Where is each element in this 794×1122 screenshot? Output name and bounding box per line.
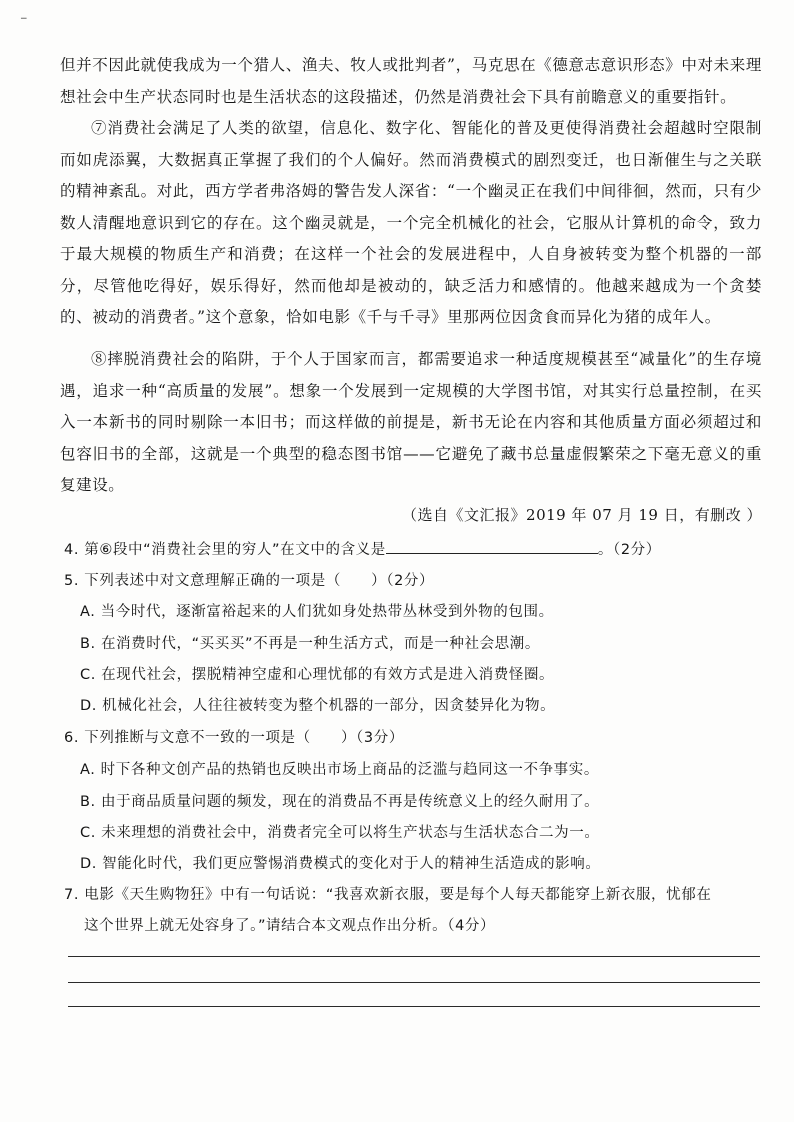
question-5-option-d: D. 机械化社会，人往往被转变为整个机器的一部分，因贪婪异化为物。 — [80, 698, 556, 714]
corner-mark: − — [20, 14, 28, 24]
question-4-stem: 4. 第⑥段中“消费社会里的穷人”在文中的含义是 — [64, 542, 386, 558]
answer-line[interactable] — [68, 956, 760, 957]
question-6-option-b: B. 由于商品质量问题的频发，现在的消费品不再是传统意义上的经久耐用了。 — [80, 794, 600, 810]
passage-paragraph-8: ⑧摔脱消费社会的陷阱，于个人于国家而言，都需要追求一种适度规模甚至“减量化”的生存境遇，追求一种“高质量的发展”。想象一个发展到一定规模的大学图书馆，对其实行总量控制，在买入一本新书的同时剔除一本旧书；而这样做的前提是，新书无论在内容和其他质量方面必须超过和包容旧书的全部，这就是一个典型的稳态图书馆——它避免了藏书总量虚假繁荣之下毫无意义的重复建设。 — [60, 350, 762, 494]
question-6-stem: 6. 下列推断与文意不一致的一项是（ ）（3分） — [64, 730, 404, 746]
question-4 — [64, 538, 661, 559]
answer-line[interactable] — [68, 982, 760, 983]
question-6-option-c: C. 未来理想的消费社会中，消费者完全可以将生产状态与生活状态合二为一。 — [80, 825, 600, 841]
question-5-option-c: C. 在现代社会，摆脱精神空虚和心理忧郁的有效方式是进入消费怪圈。 — [80, 667, 555, 683]
source-citation: （选自《文汇报》2019 年 07 月 19 日，有删改 ） — [402, 506, 762, 524]
question-6-option-d: D. 智能化时代，我们更应警惕消费模式的变化对于人的精神生活造成的影响。 — [80, 856, 601, 872]
question-5-option-a: A. 当今时代，逐渐富裕起来的人们犹如身处热带丛林受到外物的包围。 — [80, 604, 554, 620]
question-5-stem: 5. 下列表述中对文意理解正确的一项是（ ）（2分） — [64, 573, 435, 589]
passage-paragraph-7: ⑦消费社会满足了人类的欲望，信息化、数字化、智能化的普及更使得消费社会超越时空限制而如虎添翼，大数据真正掌握了我们的个人偏好。然而消费模式的剧烈变迁，也日渐催生与之关联的精神紊乱。对此，西方学者弗洛姆的警告发人深省：“一个幽灵正在我们中间徘徊，然而，只有少数人清醒地意识到它的存在。这个幽灵就是，一个完全机械化的社会，它服从计算机的命令，致力于最大规模的物质生产和消费；在这样一个社会的发展进程中，人自身被转变为整个机器的一部分，尽管他吃得好，娱乐得好，然而他却是被动的，缺乏活力和感情的。他越来越成为一个贪婪的、被动的消费者。”这个意象，恰如电影《千与千寻》里那两位因贪食而异化为猪的成年人。 — [60, 119, 762, 326]
question-5-option-b: B. 在消费时代，“买买买”不再是一种生活方式，而是一种社会思潮。 — [80, 636, 540, 652]
question-4-answer-blank[interactable] — [386, 539, 598, 554]
passage-paragraph-continued: 但并不因此就使我成为一个猎人、渔夫、牧人或批判者”，马克思在《德意志意识形态》中对未来理想社会中生产状态同时也是生活状态的这段描述，仍然是消费社会下具有前瞻意义的重要指针。 — [60, 56, 762, 106]
question-4-score: 。（2分） — [597, 542, 661, 558]
answer-line[interactable] — [68, 1006, 760, 1007]
question-7-line-2: 这个世界上就无处容身了。”请结合本文观点作出分析。（4分） — [84, 918, 496, 934]
question-7-line-1: 7. 电影《天生购物狂》中有一句话说：“我喜欢新衣服，要是每个人每天都能穿上新衣服，忧郁在 — [64, 887, 712, 903]
question-6-option-a: A. 时下各种文创产品的热销也反映出市场上商品的泛滥与趋同这一不争事实。 — [80, 762, 599, 778]
